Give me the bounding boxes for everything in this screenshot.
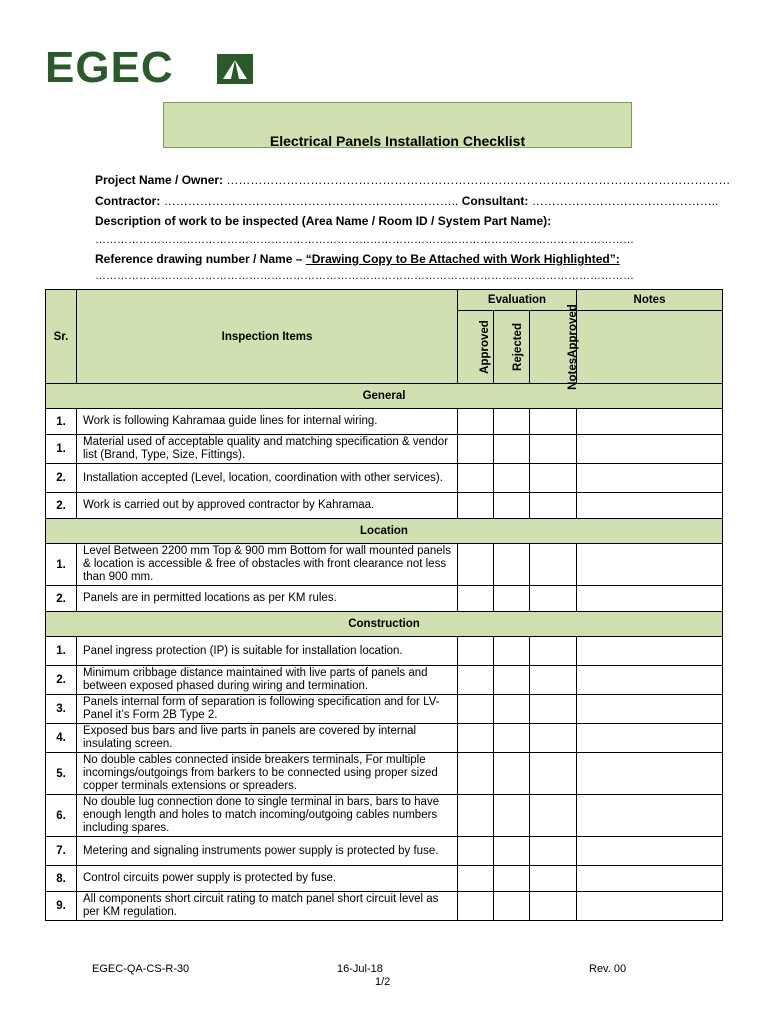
row-number: 2. (46, 464, 77, 493)
approved-cell[interactable] (458, 637, 494, 666)
section-header (46, 612, 723, 637)
inspection-item: Work is carried out by approved contractor by Kahramaa. (77, 493, 458, 519)
inspection-table (45, 289, 723, 921)
inspection-item: Panels internal form of separation is following specification and for LV-Panel it’s Form 2B Type 2. (77, 695, 458, 724)
section-header (46, 519, 723, 544)
notes-cell[interactable] (577, 666, 723, 695)
header-notes: Notes (577, 290, 723, 311)
inspection-item: Control circuits power supply is protected by fuse. (77, 866, 458, 892)
notes-cell[interactable] (577, 409, 723, 435)
header-inspection-items: Inspection Items (77, 290, 458, 384)
inspection-item: Minimum cribbage distance maintained with live parts of panels and between exposed phased during wiring and termination. (77, 666, 458, 695)
reference-dots[interactable]: ………………………………………………………………………………………………………………………………… (95, 270, 634, 282)
rejected-cell[interactable] (494, 493, 530, 519)
rejected-cell[interactable] (494, 544, 530, 586)
notes-cell[interactable] (577, 837, 723, 866)
notes-approved-cell[interactable] (530, 544, 577, 586)
row-number: 3. (46, 695, 77, 724)
section-title: Construction (46, 612, 723, 637)
notes-approved-cell[interactable] (530, 637, 577, 666)
inspection-item: Work is following Kahramaa guide lines for internal wiring. (77, 409, 458, 435)
approved-cell[interactable] (458, 866, 494, 892)
row-number: 2. (46, 493, 77, 519)
table-row (46, 464, 723, 493)
inspection-item: All components short circuit rating to match panel short circuit level as per KM regulation. (77, 892, 458, 921)
notes-approved-cell[interactable] (530, 724, 577, 753)
contractor-label: Contractor: (95, 194, 161, 208)
checklist-title: Electrical Panels Installation Checklist (269, 133, 526, 149)
header-evaluation: Evaluation (458, 290, 577, 311)
rejected-cell[interactable] (494, 795, 530, 837)
notes-cell[interactable] (577, 586, 723, 612)
inspection-item: Exposed bus bars and live parts in panels are covered by internal insulating screen. (77, 724, 458, 753)
section-title: General (46, 384, 723, 409)
notes-approved-cell[interactable] (530, 435, 577, 464)
row-number: 9. (46, 892, 77, 921)
table-row (46, 837, 723, 866)
approved-cell[interactable] (458, 795, 494, 837)
row-number: 2. (46, 666, 77, 695)
row-number: 8. (46, 866, 77, 892)
header-approved: Approved (458, 311, 494, 384)
notes-approved-cell[interactable] (530, 866, 577, 892)
description-label: Description of work to be inspected (Area Name / Room ID / System Part Name): (95, 214, 552, 228)
notes-cell[interactable] (577, 695, 723, 724)
footer-page: 1/2 (375, 976, 391, 988)
rejected-cell[interactable] (494, 586, 530, 612)
contractor-field[interactable] (95, 194, 718, 208)
notes-approved-cell[interactable] (530, 586, 577, 612)
table-row (46, 435, 723, 464)
inspection-item: Material used of acceptable quality and matching specification & vendor list (Brand, Type, Size, Fittings). (77, 435, 458, 464)
notes-cell[interactable] (577, 753, 723, 795)
rejected-cell[interactable] (494, 724, 530, 753)
table-row (46, 544, 723, 586)
notes-approved-cell[interactable] (530, 464, 577, 493)
notes-approved-cell[interactable] (530, 837, 577, 866)
header-notes-approved: NotesApproved (530, 311, 577, 384)
row-number: 5. (46, 753, 77, 795)
row-number: 1. (46, 637, 77, 666)
rejected-cell[interactable] (494, 866, 530, 892)
inspection-item: No double lug connection done to single terminal in bars, bars to have enough length and holes to match incoming/outgoing cables numbers including spares. (77, 795, 458, 837)
rejected-cell[interactable] (494, 637, 530, 666)
notes-approved-cell[interactable] (530, 892, 577, 921)
section-title: Location (46, 519, 723, 544)
approved-cell[interactable] (458, 892, 494, 921)
notes-cell[interactable] (577, 493, 723, 519)
row-number: 4. (46, 724, 77, 753)
table-row (46, 892, 723, 921)
table-row (46, 637, 723, 666)
notes-approved-cell[interactable] (530, 795, 577, 837)
reference-field (95, 252, 620, 266)
approved-cell[interactable] (458, 586, 494, 612)
contractor-dots: ……………………………………………………………….. (163, 194, 459, 208)
rejected-cell[interactable] (494, 409, 530, 435)
notes-cell[interactable] (577, 637, 723, 666)
notes-cell[interactable] (577, 435, 723, 464)
approved-cell[interactable] (458, 837, 494, 866)
notes-cell[interactable] (577, 866, 723, 892)
approved-cell[interactable] (458, 435, 494, 464)
row-number: 2. (46, 586, 77, 612)
inspection-item: Level Between 2200 mm Top & 900 mm Bottom for wall mounted panels & location is accessible & free of obstacles with front clearance not less than 900 mm. (77, 544, 458, 586)
approved-cell[interactable] (458, 753, 494, 795)
consultant-label: Consultant: (461, 194, 529, 208)
rejected-cell[interactable] (494, 695, 530, 724)
rejected-cell[interactable] (494, 892, 530, 921)
notes-approved-cell[interactable] (530, 695, 577, 724)
approved-cell[interactable] (458, 464, 494, 493)
logo-text: EGEC (45, 43, 174, 92)
notes-cell[interactable] (577, 795, 723, 837)
footer-rev: Rev. 00 (589, 963, 627, 975)
row-number: 7. (46, 837, 77, 866)
project-label: Project Name / Owner: (95, 173, 224, 187)
inspection-item: Metering and signaling instruments power supply is protected by fuse. (77, 837, 458, 866)
footer-date: 16-Jul-18 (337, 963, 383, 975)
row-number: 1. (46, 544, 77, 586)
reference-label: Reference drawing number / Name – (95, 252, 303, 266)
row-number: 6. (46, 795, 77, 837)
rejected-cell[interactable] (494, 435, 530, 464)
rejected-cell[interactable] (494, 464, 530, 493)
approved-cell[interactable] (458, 666, 494, 695)
project-name-field[interactable] (95, 173, 730, 187)
table-row (46, 493, 723, 519)
consultant-dots: ……………………………………….. (531, 194, 719, 208)
header-notes-blank (577, 311, 723, 384)
header-rejected: Rejected (494, 311, 530, 384)
notes-cell[interactable] (577, 544, 723, 586)
table-row (46, 724, 723, 753)
inspection-item: Panel ingress protection (IP) is suitable for installation location. (77, 637, 458, 666)
notes-approved-cell[interactable] (530, 409, 577, 435)
table-row (46, 666, 723, 695)
inspection-item: Installation accepted (Level, location, coordination with other services). (77, 464, 458, 493)
reference-note: “Drawing Copy to Be Attached with Work Highlighted”: (305, 252, 620, 266)
approved-cell[interactable] (458, 724, 494, 753)
table-row (46, 753, 723, 795)
project-dots: ……………………………………………………………………………………………………………… (226, 173, 731, 187)
description-dots[interactable]: ………………………………………………………………………………………………………………………………… (95, 234, 634, 246)
inspection-item: No double cables connected inside breakers terminals, For multiple incomings/outgoings from barkers to be connected using proper sized copper terminals extensions or spreaders. (77, 753, 458, 795)
notes-approved-cell[interactable] (530, 666, 577, 695)
section-header (46, 384, 723, 409)
approved-cell[interactable] (458, 493, 494, 519)
egec-logo (45, 43, 257, 92)
notes-cell[interactable] (577, 892, 723, 921)
approved-cell[interactable] (458, 695, 494, 724)
table-row (46, 586, 723, 612)
notes-approved-cell[interactable] (530, 753, 577, 795)
row-number: 1. (46, 409, 77, 435)
table-row (46, 409, 723, 435)
notes-cell[interactable] (577, 724, 723, 753)
header-sr: Sr. (46, 290, 77, 384)
row-number: 1. (46, 435, 77, 464)
approved-cell[interactable] (458, 544, 494, 586)
table-row (46, 695, 723, 724)
table-row (46, 866, 723, 892)
rejected-cell[interactable] (494, 753, 530, 795)
inspection-item: Panels are in permitted locations as per KM rules. (77, 586, 458, 612)
checklist-title-box (163, 102, 632, 148)
rejected-cell[interactable] (494, 837, 530, 866)
rejected-cell[interactable] (494, 666, 530, 695)
notes-cell[interactable] (577, 464, 723, 493)
footer-doc-code: EGEC-QA-CS-R-30 (92, 963, 190, 975)
notes-approved-cell[interactable] (530, 493, 577, 519)
table-row (46, 795, 723, 837)
logo-triangle-icon (213, 52, 257, 86)
approved-cell[interactable] (458, 409, 494, 435)
